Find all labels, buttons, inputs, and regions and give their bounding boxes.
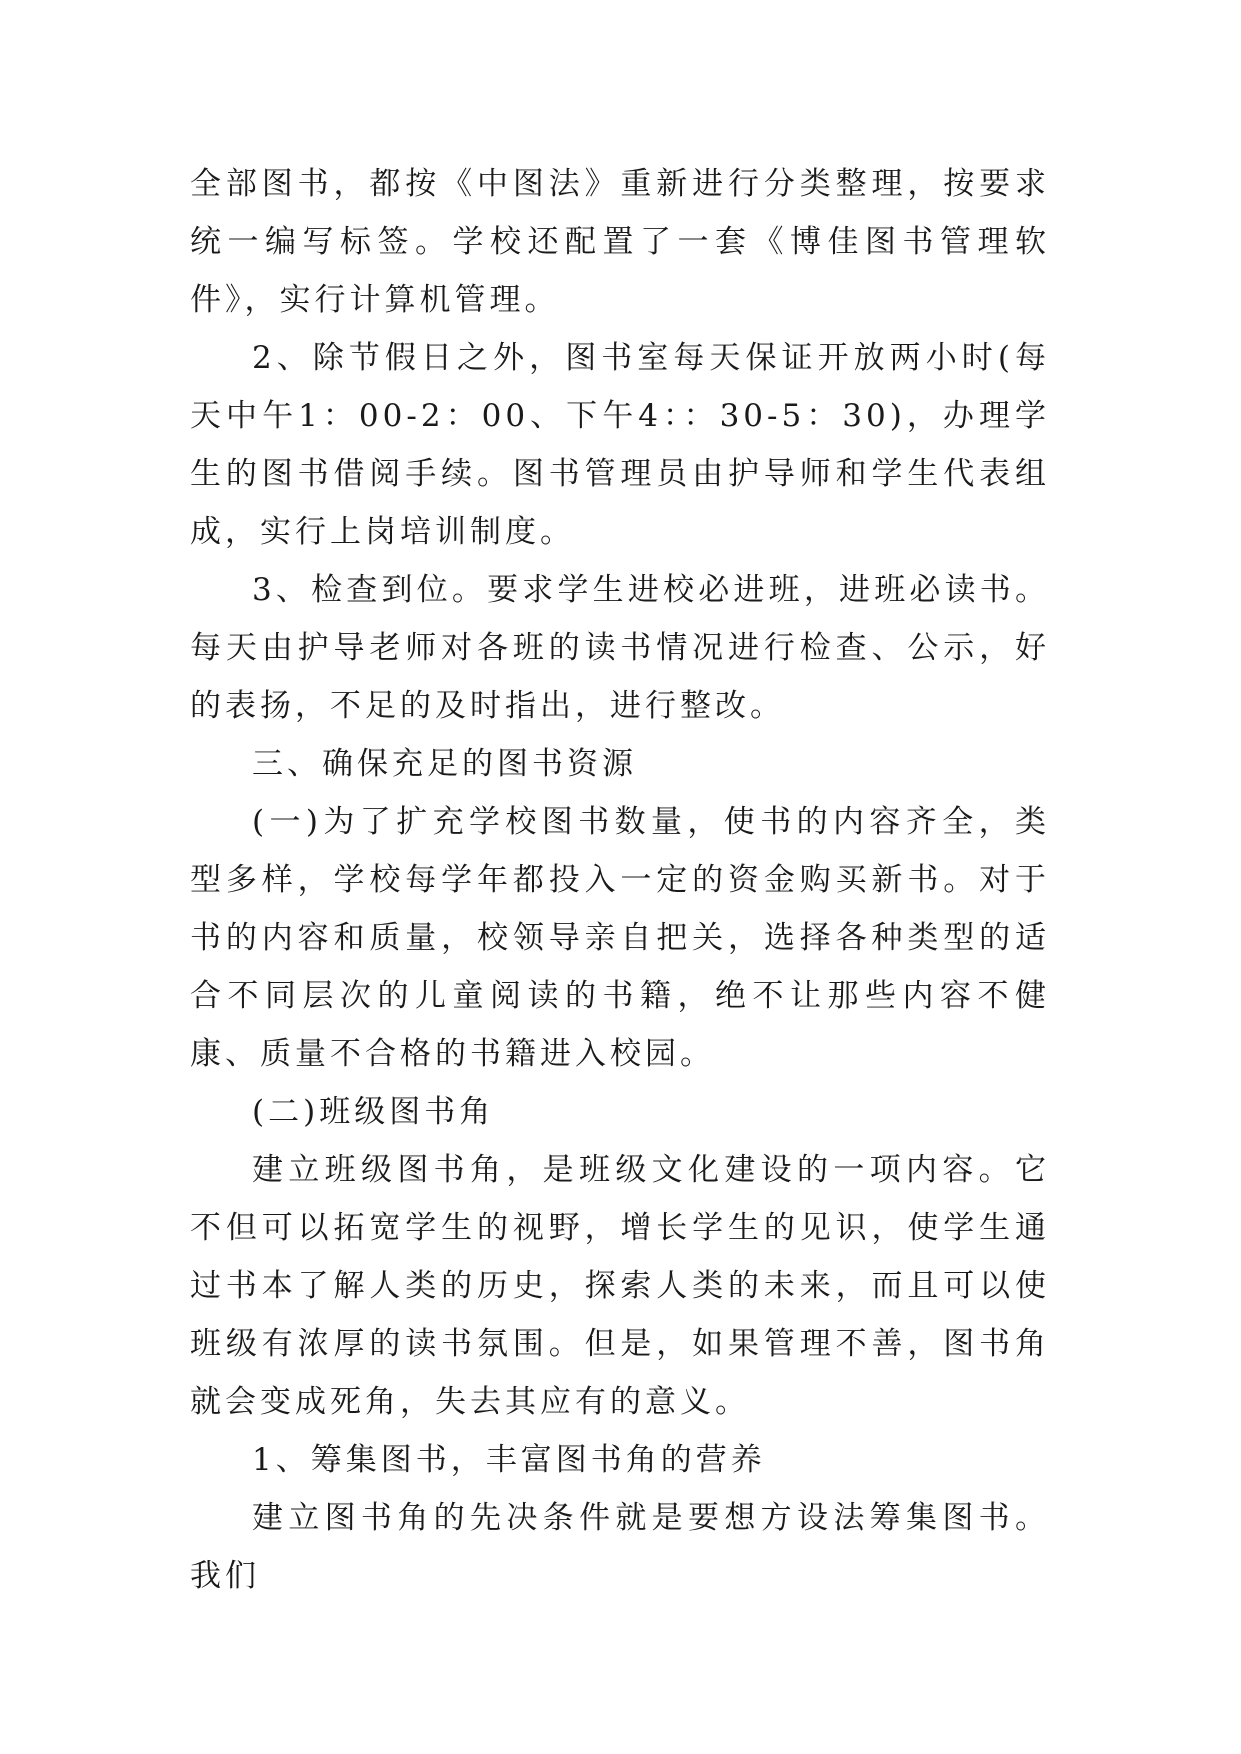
item-heading-1: 1、筹集图书，丰富图书角的营养 [252, 1442, 766, 1478]
paragraph-continuation: 全部图书，都按《中图法》重新进行分类整理，按要求统一编写标签。学校还配置了一套《博佳图书管理软件》，实行计算机管理。 [190, 166, 1050, 318]
paragraph-subsection-1: (一)为了扩充学校图书数量，使书的内容齐全，类型多样，学校每学年都投入一定的资金购买新书。对于书的内容和质量，校领导亲自把关，选择各种类型的适合不同层次的儿童阅读的书籍，绝不让那些内容不健康、质量不合格的书籍进入校园。 [190, 804, 1050, 1072]
paragraph-item-2: 2、除节假日之外，图书室每天保证开放两小时(每天中午1：00-2：00、下午4：：30-5：30)，办理学生的图书借阅手续。图书管理员由护导师和学生代表组成，实行上岗培训制度。 [190, 340, 1050, 550]
paragraph-class-book-corner: 建立班级图书角，是班级文化建设的一项内容。它不但可以拓宽学生的视野，增长学生的见识，使学生通过书本了解人类的历史，探索人类的未来，而且可以使班级有浓厚的读书氛围。但是，如果管理不善，图书角就会变成死角，失去其应有的意义。 [190, 1152, 1050, 1420]
paragraph-last: 建立图书角的先决条件就是要想方设法筹集图书。我们 [190, 1500, 1050, 1594]
document-body [190, 155, 1050, 1605]
paragraph-item-3: 3、检查到位。要求学生进校必进班，进班必读书。每天由护导老师对各班的读书情况进行检查、公示，好的表扬，不足的及时指出，进行整改。 [190, 572, 1050, 724]
section-heading-3: 三、确保充足的图书资源 [252, 746, 637, 782]
subsection-heading-2: (二)班级图书角 [252, 1094, 495, 1130]
